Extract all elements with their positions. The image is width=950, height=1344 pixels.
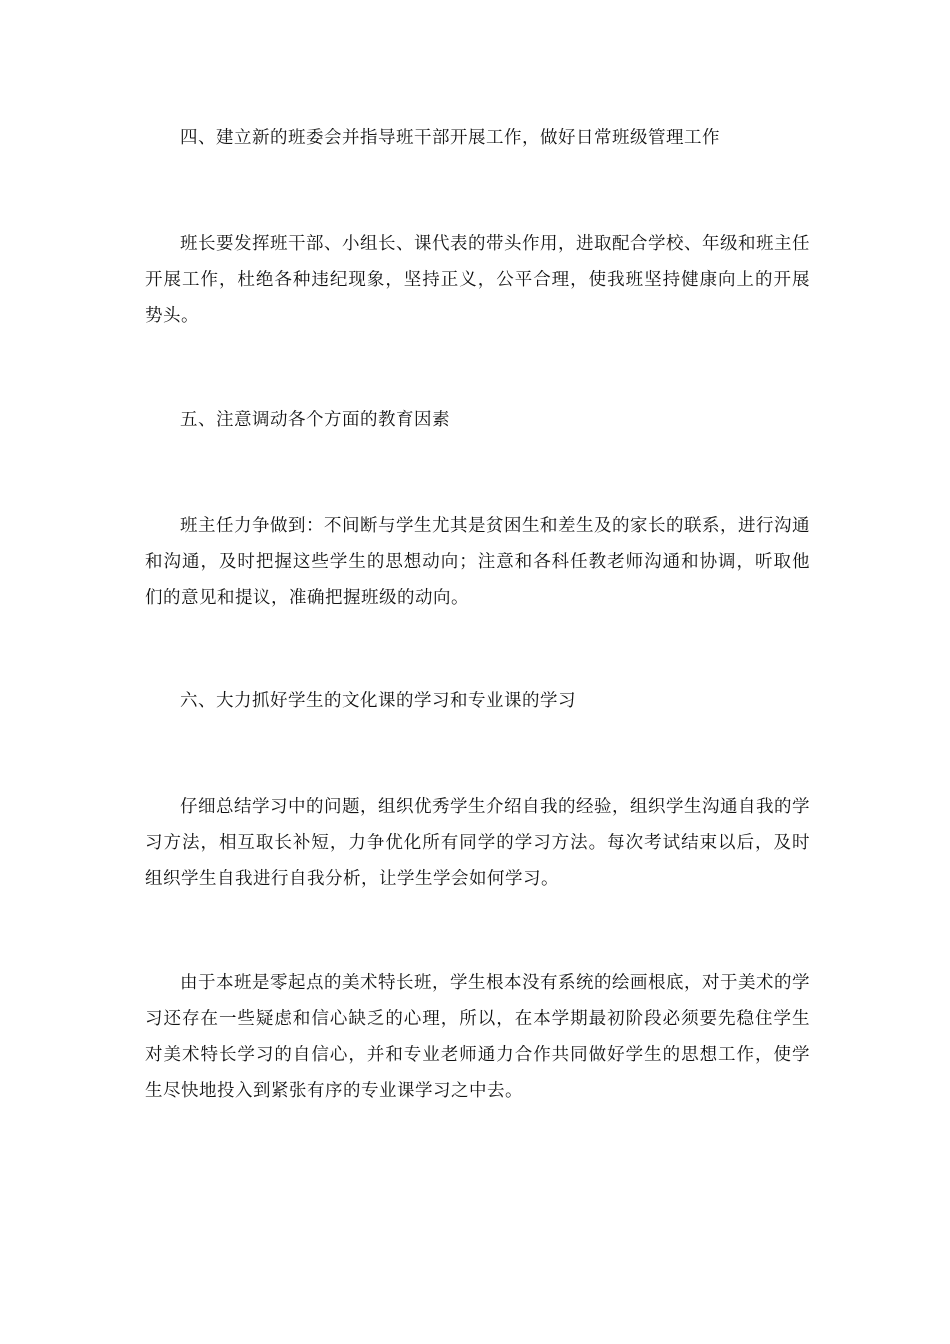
section-heading-6: 六、大力抓好学生的文化课的学习和专业课的学习 bbox=[180, 691, 576, 711]
paragraph-art-class: 由于本班是零起点的美术特长班，学生根本没有系统的绘画根底，对于美术的学习还存在一些疑虑和信心缺乏的心理，所以，在本学期最初阶段必须要先稳住学生对美术特长学习的自信心，并和专业老师通力合作共同做好学生的思想工作，使学生尽快地投入到紧张有序的专业课学习之中去。 bbox=[145, 973, 810, 1101]
paragraph-communication: 班主任力争做到：不间断与学生尤其是贫困生和差生及的家长的联系，进行沟通和沟通，及时把握这些学生的思想动向；注意和各科任教老师沟通和协调，听取他们的意见和提议，准确把握班级的动向。 bbox=[145, 516, 810, 608]
section-heading-5: 五、注意调动各个方面的教育因素 bbox=[180, 410, 450, 430]
paragraph-class-committee: 班长要发挥班干部、小组长、课代表的带头作用，进取配合学校、年级和班主任开展工作，杜绝各种违纪现象，坚持正义，公平合理，使我班坚持健康向上的开展势头。 bbox=[145, 234, 810, 326]
paragraph-study-methods: 仔细总结学习中的问题，组织优秀学生介绍自我的经验，组织学生沟通自我的学习方法，相互取长补短，力争优化所有同学的学习方法。每次考试结束以后，及时组织学生自我进行自我分析，让学生学会如何学习。 bbox=[145, 797, 810, 889]
section-heading-4: 四、建立新的班委会并指导班干部开展工作，做好日常班级管理工作 bbox=[180, 128, 720, 148]
